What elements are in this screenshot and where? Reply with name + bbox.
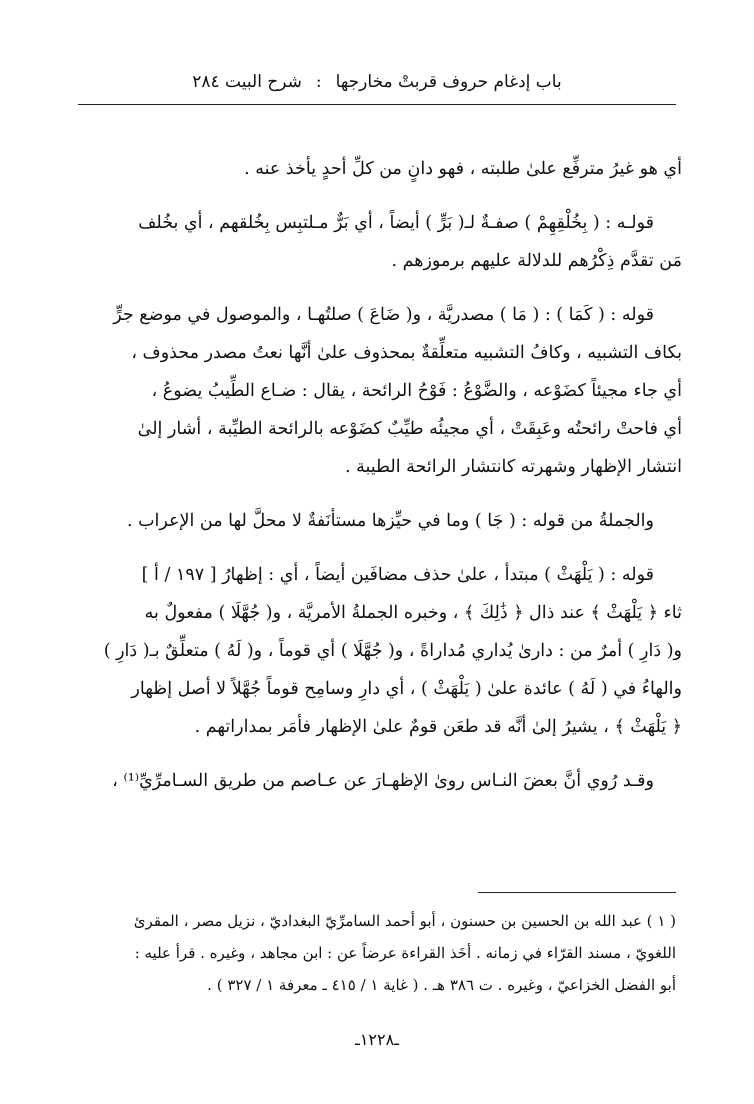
text-line: قوله : ( كَمَا ) : ( مَا ) مصدريَّة ، و( ضَاعَ ) صلتُهـا ، والموصول في موضع جرٍّ <box>113 305 654 325</box>
running-header <box>78 68 676 105</box>
footnote <box>78 905 676 1001</box>
paragraph-6 <box>78 762 682 800</box>
text-line: أي جاء مجيئاً كضَوْعه ، والضَّوْعُ : فَوْحُ الرائحة ، يقال : ضـاع الطِّيبُ يضوعُ ، <box>151 381 682 401</box>
footnote-line: اللغويّ ، مسند القرّاء في زمانه . أخَذ القراءة عرضاً عن : ابن مجاهد ، وغيره . قرأ عليه : <box>134 944 676 962</box>
text-line: ثاء ﴿ يَلْهَثْ ﴾ عند ذال ﴿ ذَٰلِكَ ﴾ ، وخبره الجملةُ الأمريَّة ، و( جُهَّلَا ) مفعولٌ به <box>144 603 682 623</box>
paragraph-3 <box>78 296 682 486</box>
text-line: وقـد رُوي أنَّ بعضَ النـاس روىٰ الإظهـارَ عن عـاصم من طريق السـامرِّيِّ⁽¹⁾ ، <box>112 771 654 791</box>
main-text <box>78 150 682 816</box>
paragraph-1 <box>78 150 682 188</box>
header-separator: : <box>315 72 322 92</box>
text-line: ﴿ يَلْهَثْ ﴾ ، يشيرُ إلىٰ أنَّه قد طعَن قومٌ علىٰ الإظهار فأمَر بمداراتهم . <box>194 717 682 737</box>
footnote-line: أبو الفضل الخزاعيّ ، وغيره . ت ٣٨٦ هـ . ( غاية ١ / ٤١٥ ـ معرفة ١ / ٣٢٧ ) . <box>207 976 676 994</box>
page-number: ـ١٢٢٨ـ <box>355 1030 399 1049</box>
text-line: و( دَارِ ) أمرٌ من : دارىٰ يُداري مُداراةً ، و( جُهَّلَا ) أي قوماً ، و( لَهُ ) متعلِّقٌ بـ( دَارِ ) <box>103 641 682 661</box>
text-line: أي هو غيرُ مترفِّع علىٰ طلبته ، فهو دانٍ من كلِّ أحدٍ يأخذ عنه . <box>244 159 682 179</box>
text-line: مَن تقدَّم ذِكْرُهم للدلالة عليهم برموزهم . <box>391 251 682 271</box>
text-line: قوله : ( يَلْهَثْ ) مبتدأ ، علىٰ حذف مضافَين أيضاً ، أي : إظهارُ [ ١٩٧ / أ ] <box>141 565 654 585</box>
text-line: أي فاحتْ رائحتُه وعَبِقَتْ ، أي مجيئُه طيِّبٌ كضَوْعه بالرائحة الطيِّبة ، أشار إلىٰ <box>137 419 682 439</box>
text-line: انتشار الإظهار وشهرته كانتشار الرائحة الطيبة . <box>344 457 682 477</box>
text-line: قولـه : ( بِخُلْقِهِمْ ) صفـةٌ لـ( بَرٍّ ) أيضاً ، أي بَرٌّ مـلتبِس بِخُلقهم ، أي بخُلف <box>138 213 654 233</box>
paragraph-5 <box>78 556 682 746</box>
header-verse-title: شرح البيت ٢٨٤ <box>192 72 302 92</box>
text-line: بكاف التشبيه ، وكافُ التشبيه متعلِّقةٌ بمحذوف علىٰ أنَّها نعتُ مصدر محذوف ، <box>131 343 682 363</box>
paragraph-2 <box>78 204 682 280</box>
header-chapter-title: باب إدغام حروف قربتْ مخارجها <box>335 72 562 92</box>
paragraph-4 <box>78 502 682 540</box>
text-line: والجملةُ من قوله : ( جَا ) وما في حيِّزها مستأنَفةٌ لا محلَّ لها من الإعراب . <box>126 511 654 531</box>
footnote-line: ( ١ ) عبد الله بن الحسين بن حسنون ، أبو أحمد السامرِّيّ البغداديّ ، نزيل مصر ، المقرئ <box>133 912 676 930</box>
footnote-divider <box>478 892 676 893</box>
text-line: والهاءُ في ( لَهُ ) عائدة علىٰ ( يَلْهَثْ ) ، أي دارِ وسامِح قوماً جُهَّلاً لا أصل إظهار <box>131 679 682 699</box>
